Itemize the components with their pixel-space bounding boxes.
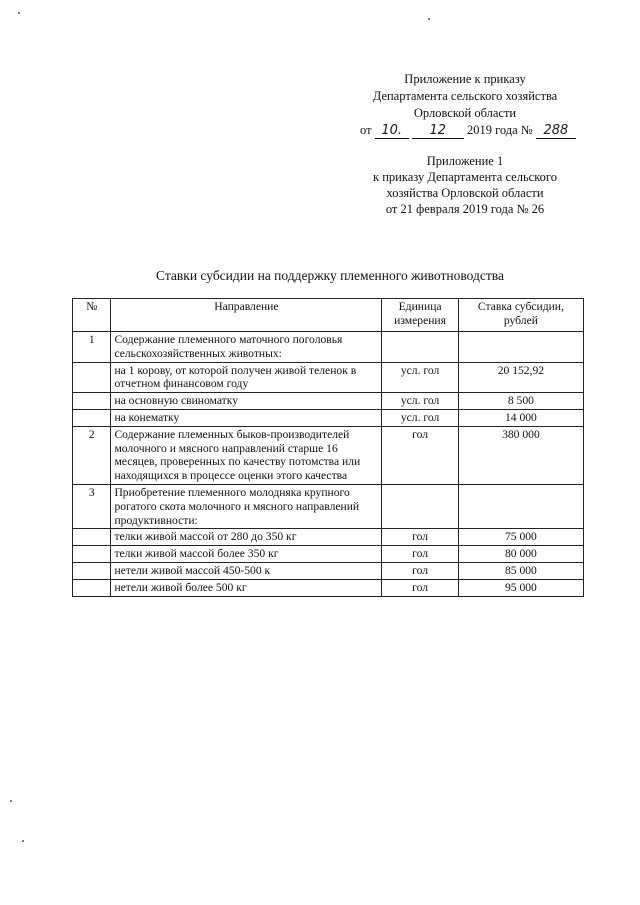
scan-speck (10, 800, 12, 802)
cell-unit: гол (382, 579, 459, 596)
cell-rate (458, 332, 583, 363)
cell-rate: 20 152,92 (458, 362, 583, 393)
table-row (73, 426, 584, 484)
month-blank (412, 123, 464, 139)
table-row (73, 562, 584, 579)
original-line-1: Приложение 1 (426, 154, 504, 168)
original-line-4: от 21 февраля 2019 года № 26 (385, 202, 545, 216)
original-line-3: хозяйства Орловской области (386, 186, 544, 200)
cell-num: 3 (73, 484, 111, 528)
table-header-row (73, 299, 584, 332)
header-num: № (73, 299, 111, 332)
original-order-header (350, 153, 580, 217)
cell-num (73, 546, 111, 563)
cell-num (73, 362, 111, 393)
cell-unit: гол (382, 546, 459, 563)
cell-direction: на 1 корову, от которой получен живой теленок в отчетном финансовом году (111, 362, 382, 393)
cell-rate: 85 000 (458, 562, 583, 579)
cell-num: 2 (73, 426, 111, 484)
order-date-number-line (350, 122, 580, 139)
cell-unit: усл. гол (382, 362, 459, 393)
cell-unit: гол (382, 562, 459, 579)
cell-direction: на основную свиноматку (111, 393, 382, 410)
subsidy-rates-table (72, 298, 584, 597)
scan-speck (428, 18, 430, 20)
handwritten-month: 12 (429, 123, 447, 138)
table-row (73, 529, 584, 546)
cell-direction: Содержание племенных быков-производителей молочного и мясного направлений старше 16 месяцев, проверенных по качеству потомства или находящихся в процессе оценки этого качества (111, 426, 382, 484)
scan-speck (22, 840, 24, 842)
approval-line-2: Департамента сельского хозяйства (372, 89, 558, 103)
cell-direction: телки живой массой более 350 кг (111, 546, 382, 563)
day-blank (375, 123, 409, 139)
cell-num (73, 409, 111, 426)
header-direction: Направление (111, 299, 382, 332)
cell-unit (382, 332, 459, 363)
cell-num (73, 393, 111, 410)
cell-direction: телки живой массой от 280 до 350 кг (111, 529, 382, 546)
document-title: Ставки субсидии на поддержку племенного животноводства (156, 268, 504, 283)
table-row (73, 332, 584, 363)
cell-unit: усл. гол (382, 409, 459, 426)
cell-direction: нетели живой более 500 кг (111, 579, 382, 596)
table-row (73, 579, 584, 596)
approval-line-1: Приложение к приказу (404, 72, 526, 86)
table-row (73, 362, 584, 393)
table-row (73, 484, 584, 528)
cell-unit: гол (382, 426, 459, 484)
cell-rate: 14 000 (458, 409, 583, 426)
handwritten-number: 288 (543, 123, 569, 138)
cell-num (73, 579, 111, 596)
from-label: от (360, 123, 372, 137)
original-line-2: к приказу Департамента сельского (373, 170, 557, 184)
cell-unit (382, 484, 459, 528)
cell-num (73, 562, 111, 579)
cell-direction: на конематку (111, 409, 382, 426)
scan-speck (18, 12, 20, 14)
header-rate: Ставка субсидии, рублей (458, 299, 583, 332)
cell-rate: 8 500 (458, 393, 583, 410)
cell-unit: усл. гол (382, 393, 459, 410)
cell-rate (458, 484, 583, 528)
cell-unit: гол (382, 529, 459, 546)
approval-line-3: Орловской области (413, 106, 517, 120)
cell-num (73, 529, 111, 546)
table-row (73, 409, 584, 426)
cell-direction: нетели живой массой 450-500 к (111, 562, 382, 579)
header-unit: Единица измерения (382, 299, 459, 332)
cell-direction: Приобретение племенного молодняка крупного рогатого скота молочного и мясного направлений продуктивности: (111, 484, 382, 528)
table-row (73, 393, 584, 410)
year-text: 2019 года № (466, 123, 533, 137)
approval-header (350, 71, 580, 139)
cell-rate: 75 000 (458, 529, 583, 546)
cell-rate: 95 000 (458, 579, 583, 596)
table-row (73, 546, 584, 563)
cell-num: 1 (73, 332, 111, 363)
handwritten-day: 10. (381, 123, 403, 138)
cell-rate: 80 000 (458, 546, 583, 563)
cell-rate: 380 000 (458, 426, 583, 484)
cell-direction: Содержание племенного маточного поголовья сельскохозяйственных животных: (111, 332, 382, 363)
number-blank (536, 123, 576, 139)
